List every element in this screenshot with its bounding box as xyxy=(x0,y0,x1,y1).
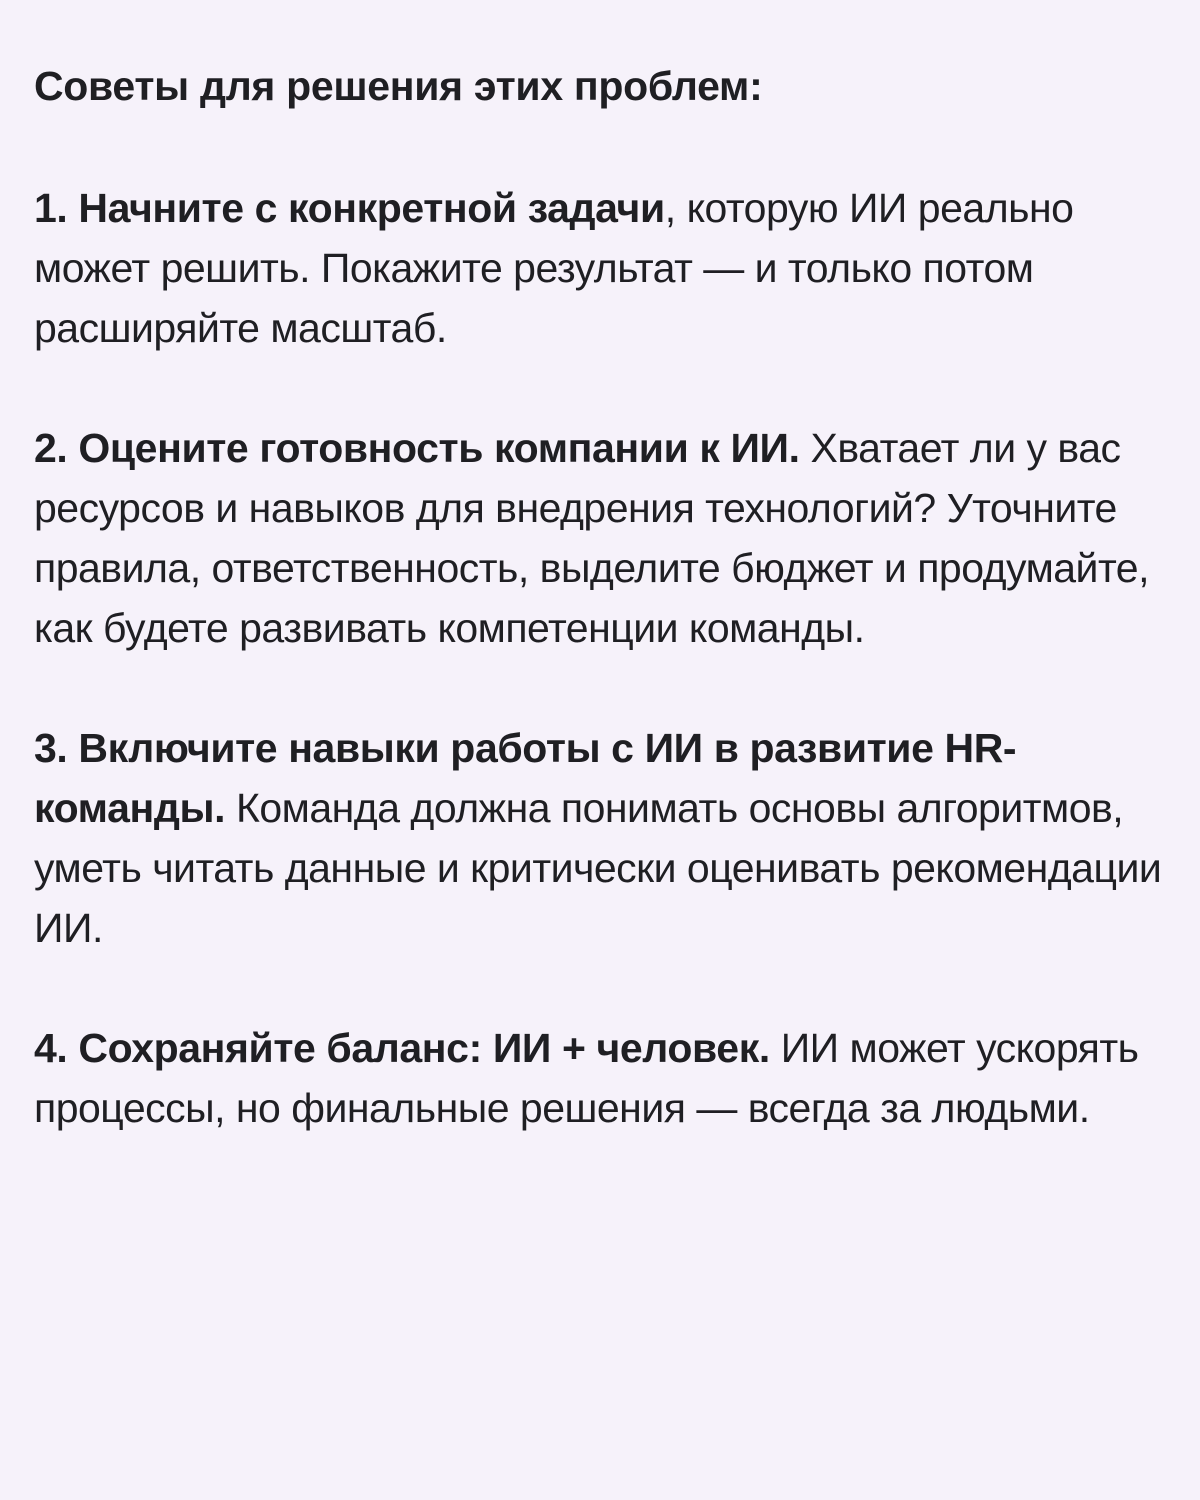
tip-4 xyxy=(34,1018,1166,1138)
tip-3 xyxy=(34,718,1166,958)
tip-1-body: , которую ИИ реально может решить. Покажите результат — и только потом расширяйте масштаб. xyxy=(34,185,1074,351)
tip-2-body: Хватает ли у вас ресурсов и навыков для внедрения технологий? Уточните правила, ответственность, выделите бюджет и продумайте, как будете развивать компетенции команды. xyxy=(34,425,1149,651)
tip-1-lead: 1. Начните с конкретной задачи xyxy=(34,185,665,231)
tip-3-body: Команда должна понимать основы алгоритмов, уметь читать данные и критически оценивать рекомендации ИИ. xyxy=(34,785,1162,951)
tip-3-lead: 3. Включите навыки работы с ИИ в развитие HR-команды. xyxy=(34,725,1017,831)
page-title: Советы для решения этих проблем: xyxy=(34,63,763,109)
tip-1 xyxy=(34,178,1166,358)
tip-4-lead: 4. Сохраняйте баланс: ИИ + человек. xyxy=(34,1025,770,1071)
tip-2-lead: 2. Оцените готовность компании к ИИ. xyxy=(34,425,800,471)
tip-2 xyxy=(34,418,1166,658)
tip-4-body: ИИ может ускорять процессы, но финальные решения — всегда за людьми. xyxy=(34,1025,1139,1131)
